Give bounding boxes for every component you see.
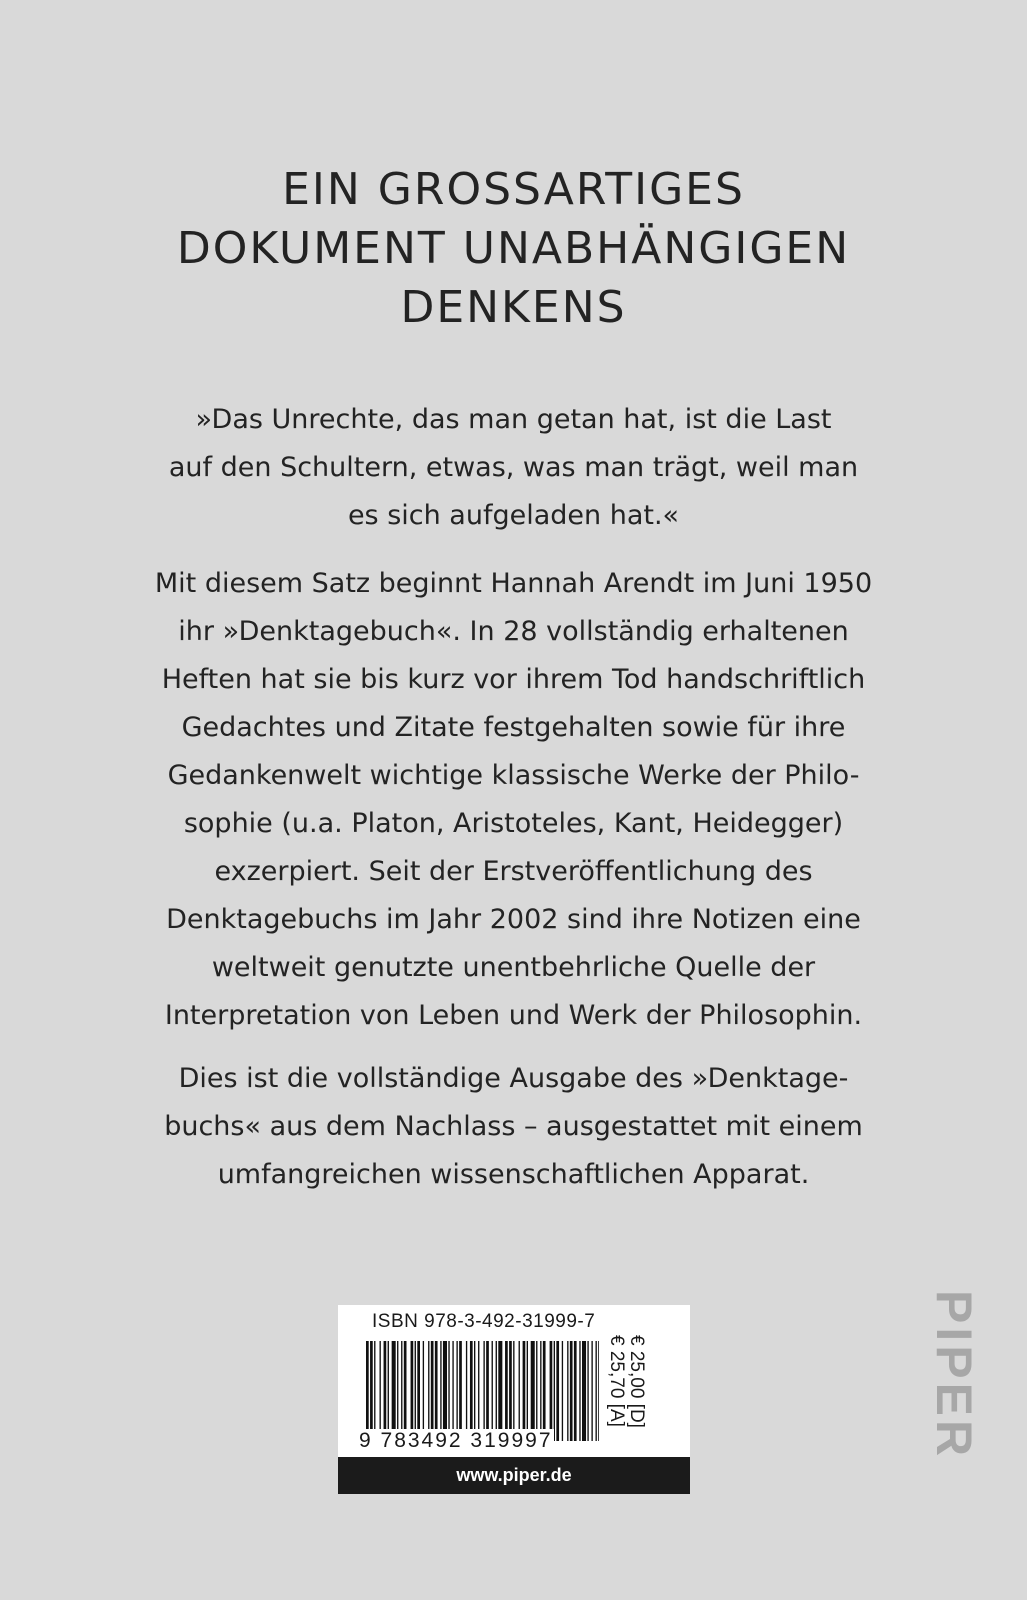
- paragraph-line: exzerpiert. Seit der Erstveröffentlichung des: [214, 856, 813, 887]
- paragraph-line: umfangreichen wissenschaftlichen Apparat.: [217, 1159, 810, 1190]
- price-austria: € 25,70 [A]: [606, 1335, 627, 1427]
- paragraph-line: buchs« aus dem Nachlass – ausgestattet mit einem: [164, 1111, 863, 1142]
- paragraph-line: Dies ist die vollständige Ausgabe des »Denktage-: [178, 1063, 849, 1094]
- quote-line: auf den Schultern, etwas, was man trägt, weil man: [168, 452, 859, 483]
- barcode-box: [338, 1305, 690, 1494]
- barcode-digits: [358, 1429, 554, 1453]
- headline-line: EIN GROSSARTIGES: [282, 164, 745, 215]
- paragraph-line: sophie (u.a. Platon, Aristoteles, Kant, Heidegger): [183, 808, 844, 839]
- headline: [0, 160, 1027, 337]
- paragraph-line: Heften hat sie bis kurz vor ihrem Tod handschriftlich: [161, 664, 866, 695]
- description-paragraph: [100, 560, 927, 1040]
- paragraph-line: Gedachtes und Zitate festgehalten sowie für ihre: [181, 712, 846, 743]
- edition-paragraph: [100, 1055, 927, 1199]
- quote-line: »Das Unrechte, das man getan hat, ist die Last: [195, 404, 832, 435]
- paragraph-line: weltweit genutzte unentbehrliche Quelle der: [211, 952, 816, 983]
- paragraph-line: Interpretation von Leben und Werk der Philosophin.: [164, 1000, 863, 1031]
- barcode-icon: [366, 1341, 599, 1441]
- price-block: [599, 1335, 679, 1445]
- publisher-url: www.piper.de: [338, 1457, 690, 1494]
- publisher-logo: PIPER: [926, 1290, 982, 1461]
- paragraph-line: Gedankenwelt wichtige klassische Werke der Philo-: [167, 760, 860, 791]
- isbn-label: ISBN 978-3-492-31999-7: [372, 1311, 596, 1332]
- paragraph-line: Mit diesem Satz beginnt Hannah Arendt im Juni 1950: [154, 568, 873, 599]
- quote-line: es sich aufgeladen hat.«: [347, 500, 680, 531]
- headline-line: DOKUMENT UNABHÄNGIGEN: [176, 223, 851, 274]
- paragraph-line: Denktagebuchs im Jahr 2002 sind ihre Notizen eine: [166, 904, 861, 935]
- barcode-digits-text: 9 783492 319997: [359, 1429, 553, 1452]
- price-germany: € 25,00 [D]: [626, 1335, 647, 1428]
- headline-line: DENKENS: [400, 282, 627, 333]
- opening-quote: [100, 396, 927, 540]
- paragraph-line: ihr »Denktagebuch«. In 28 vollständig erhaltenen: [178, 616, 849, 647]
